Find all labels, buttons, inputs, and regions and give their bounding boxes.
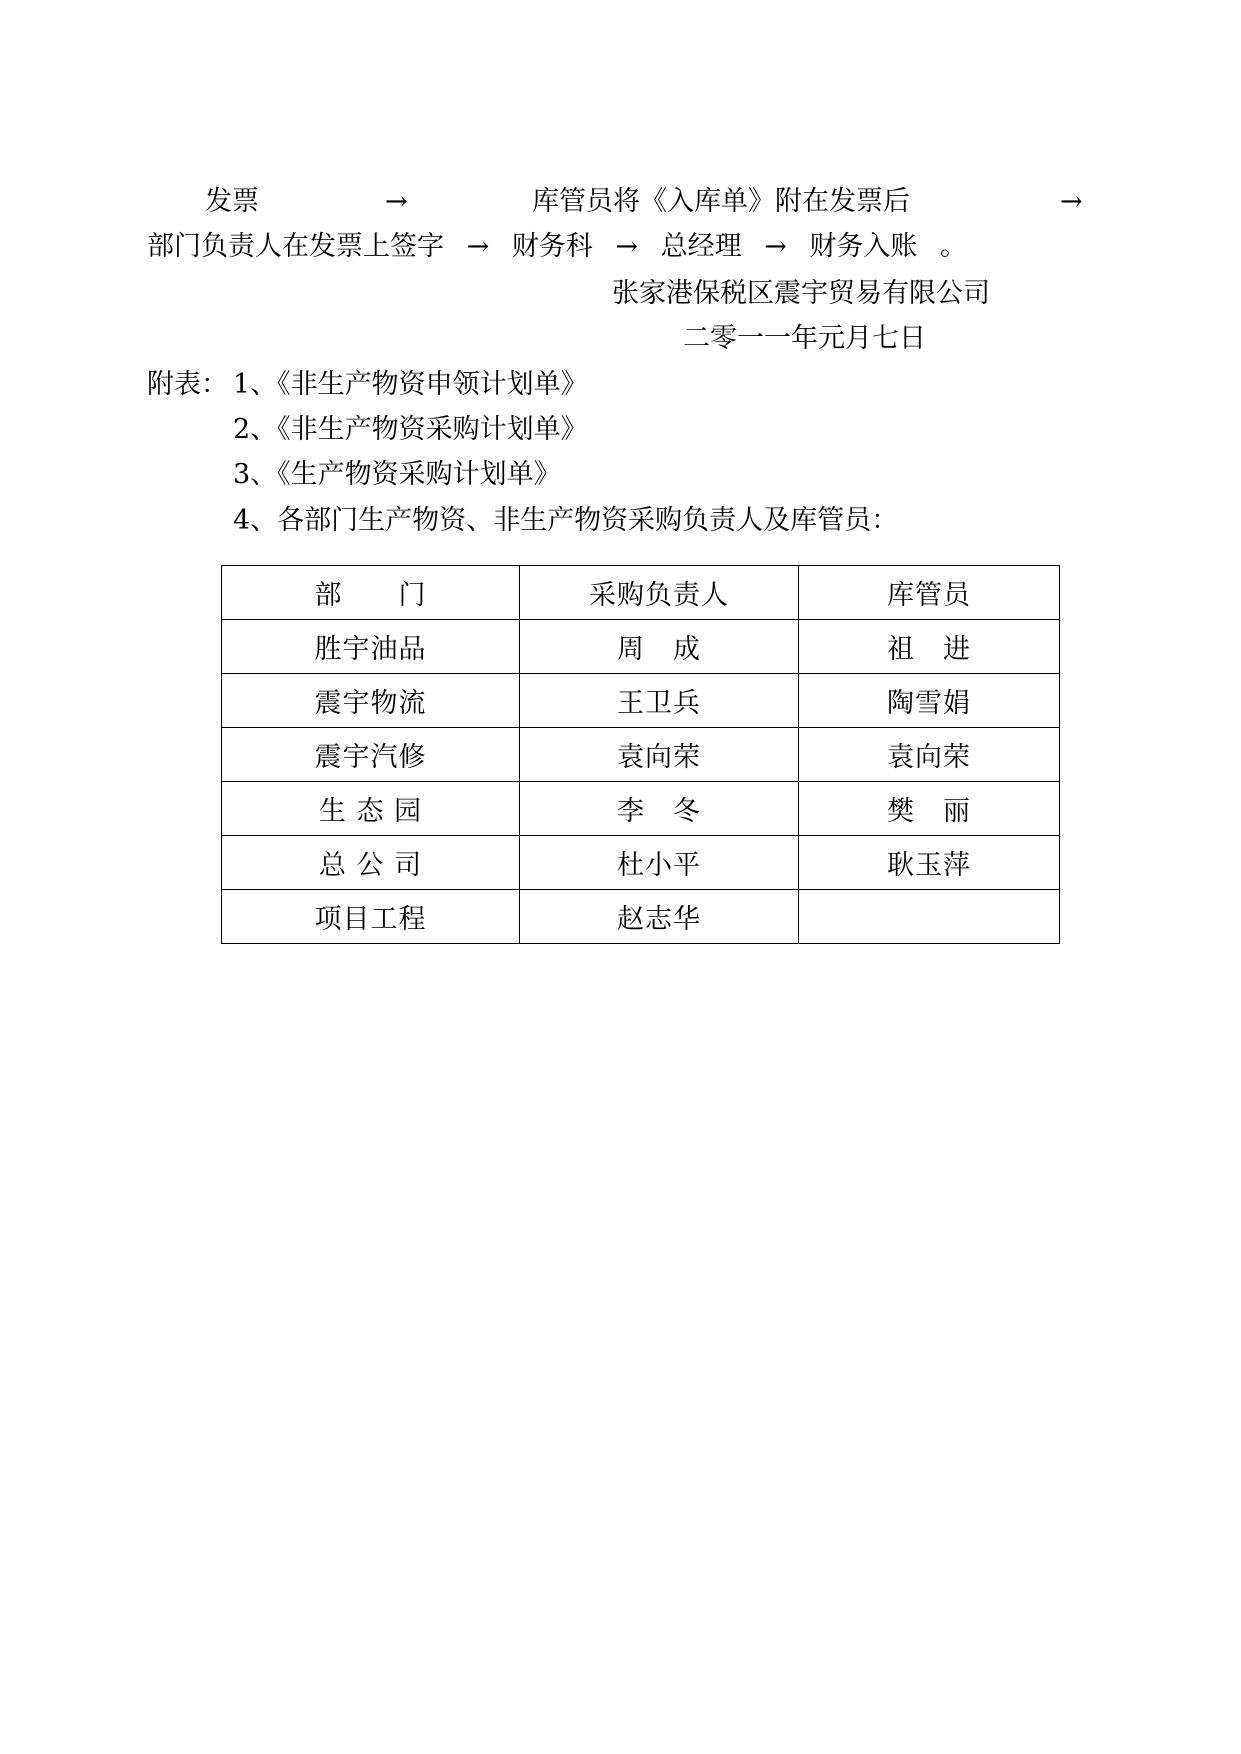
flow-arrow-icon: → xyxy=(1060,186,1083,217)
cell-purchasing-lead: 杜小平 xyxy=(520,836,799,890)
table-row xyxy=(222,782,1060,836)
attachment-item: 2、《非生产物资采购计划单》 xyxy=(233,414,588,445)
flow-step-warehouse-keeper: 库管员将《入库单》附在发票后 xyxy=(532,186,910,217)
flow-arrow-icon: → xyxy=(764,231,787,262)
attachment-item: 4、各部门生产物资、非生产物资采购负责人及库管员： xyxy=(233,505,899,536)
cell-purchasing-lead: 李 冬 xyxy=(520,782,799,836)
flow-arrow-icon: → xyxy=(615,231,639,262)
cell-warehouse-keeper xyxy=(799,890,1060,944)
cell-warehouse-keeper: 陶雪娟 xyxy=(799,674,1060,728)
flow-step-invoice: 发票 xyxy=(205,186,259,217)
attachment-item: 3、《生产物资采购计划单》 xyxy=(233,459,561,490)
table-row xyxy=(222,728,1060,782)
flow-step-general-manager: 总经理 xyxy=(660,231,742,262)
cell-warehouse-keeper: 袁向荣 xyxy=(799,728,1060,782)
cell-department: 震宇汽修 xyxy=(222,728,520,782)
flow-step-department-head: 部门负责人在发票上签字 xyxy=(147,231,444,262)
table-header-row xyxy=(222,566,1060,620)
cell-purchasing-lead: 袁向荣 xyxy=(520,728,799,782)
header-warehouse-keeper: 库管员 xyxy=(799,566,1060,620)
flow-arrow-icon: → xyxy=(385,186,408,217)
document-date: 二零一一年元月七日 xyxy=(683,323,926,354)
table-row xyxy=(222,890,1060,944)
cell-department: 生 态 园 xyxy=(222,782,520,836)
cell-warehouse-keeper: 耿玉萍 xyxy=(799,836,1060,890)
cell-department: 震宇物流 xyxy=(222,674,520,728)
cell-department: 项目工程 xyxy=(222,890,520,944)
cell-purchasing-lead: 周 成 xyxy=(520,620,799,674)
attachments-label: 附表： xyxy=(147,369,228,400)
cell-purchasing-lead: 赵志华 xyxy=(520,890,799,944)
cell-department: 胜宇油品 xyxy=(222,620,520,674)
flow-arrow-icon: → xyxy=(466,231,490,262)
table-row xyxy=(222,620,1060,674)
purchasing-staff-table xyxy=(221,565,1060,944)
flow-end-mark: 。 xyxy=(940,231,968,262)
flow-step-finance-booking: 财务入账 xyxy=(809,231,918,262)
company-name: 张家港保税区震宇贸易有限公司 xyxy=(612,278,990,309)
header-department: 部 门 xyxy=(222,566,520,620)
cell-warehouse-keeper: 祖 进 xyxy=(799,620,1060,674)
flow-line-2 xyxy=(147,230,967,264)
attachment-item: 1、《非生产物资申领计划单》 xyxy=(233,369,588,400)
cell-warehouse-keeper: 樊 丽 xyxy=(799,782,1060,836)
flow-step-finance-section: 财务科 xyxy=(511,231,593,262)
table-row xyxy=(222,674,1060,728)
flow-line-1 xyxy=(0,185,1241,219)
cell-purchasing-lead: 王卫兵 xyxy=(520,674,799,728)
header-purchasing-lead: 采购负责人 xyxy=(520,566,799,620)
table-row xyxy=(222,836,1060,890)
cell-department: 总 公 司 xyxy=(222,836,520,890)
